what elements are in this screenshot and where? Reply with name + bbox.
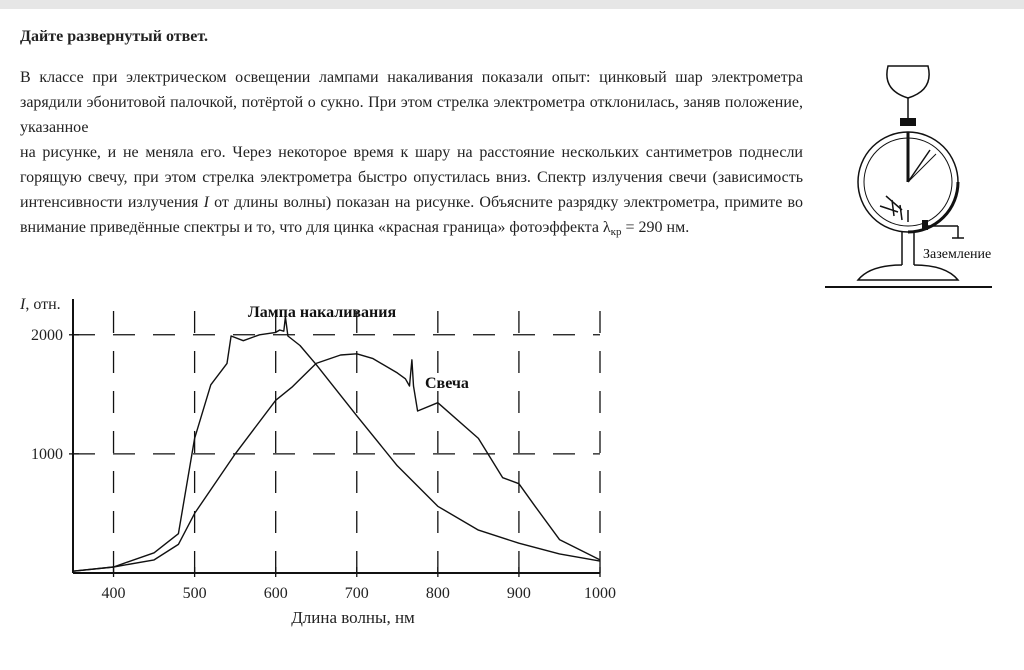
needle xyxy=(908,150,930,182)
task-line-2-start: на рисунке, и не меняла его. Через некоторое время к шару на расстояние нескольких сантиметров поднесли горящую свечу, при этом стрелка электрометра быстро опустилась вниз. Спектр излучения свечи (зависимость интенсивности излучения xyxy=(20,144,803,211)
chart-lines xyxy=(73,317,600,571)
ground-label: Заземление xyxy=(923,247,992,262)
series-label-1: Лампа накаливания xyxy=(247,304,397,321)
x-tick-label-600: 600 xyxy=(263,585,288,602)
y-axis-label: I, отн. xyxy=(20,296,61,313)
x-tick-label-1000: 1000 xyxy=(584,585,616,602)
question-heading: Дайте развернутый ответ. xyxy=(20,28,208,45)
dial-band xyxy=(908,182,958,232)
intensity-variable: I xyxy=(203,194,209,211)
chart-labels xyxy=(19,296,616,627)
chart-axes xyxy=(69,299,600,577)
task-text xyxy=(20,65,803,240)
series-line-1 xyxy=(73,317,600,571)
zinc-ball xyxy=(887,66,929,98)
series-label-2: Свеча xyxy=(425,375,469,392)
rod-clamp xyxy=(900,118,916,126)
electrometer-figure xyxy=(820,60,995,292)
task-line-1: В классе при электрическом освещении лампами накаливания показали опыт: цинковый шар электрометра зарядили эбонитовой палочкой, потёртой о сукно. При этом стрелка электрометра отклонилась, заняв положение, указанное xyxy=(20,69,803,136)
series-line-2 xyxy=(73,354,600,571)
y-tick-label-2000: 2000 xyxy=(31,326,63,344)
x-tick-label-400: 400 xyxy=(101,585,126,602)
x-tick-label-800: 800 xyxy=(425,585,450,602)
x-tick-label-500: 500 xyxy=(182,585,207,602)
x-tick-label-900: 900 xyxy=(506,585,531,602)
chart-grid xyxy=(73,311,600,573)
spectrum-chart xyxy=(0,285,640,670)
y-tick-label-1000: 1000 xyxy=(31,445,63,463)
stand-base xyxy=(858,265,958,280)
red-limit-subscript: кр xyxy=(610,226,622,238)
top-bar xyxy=(0,0,1024,9)
x-axis-label: Длина волны, нм xyxy=(291,608,415,627)
task-line-2-end: = 290 нм. xyxy=(621,219,690,236)
task-line-2-middle: от длины волны) показан на рисунке. Объясните разрядку электрометра, примите во внимание приведённые спектры и то, что для цинка «красная граница» фотоэффекта λ xyxy=(20,194,803,236)
x-tick-label-700: 700 xyxy=(344,585,369,602)
